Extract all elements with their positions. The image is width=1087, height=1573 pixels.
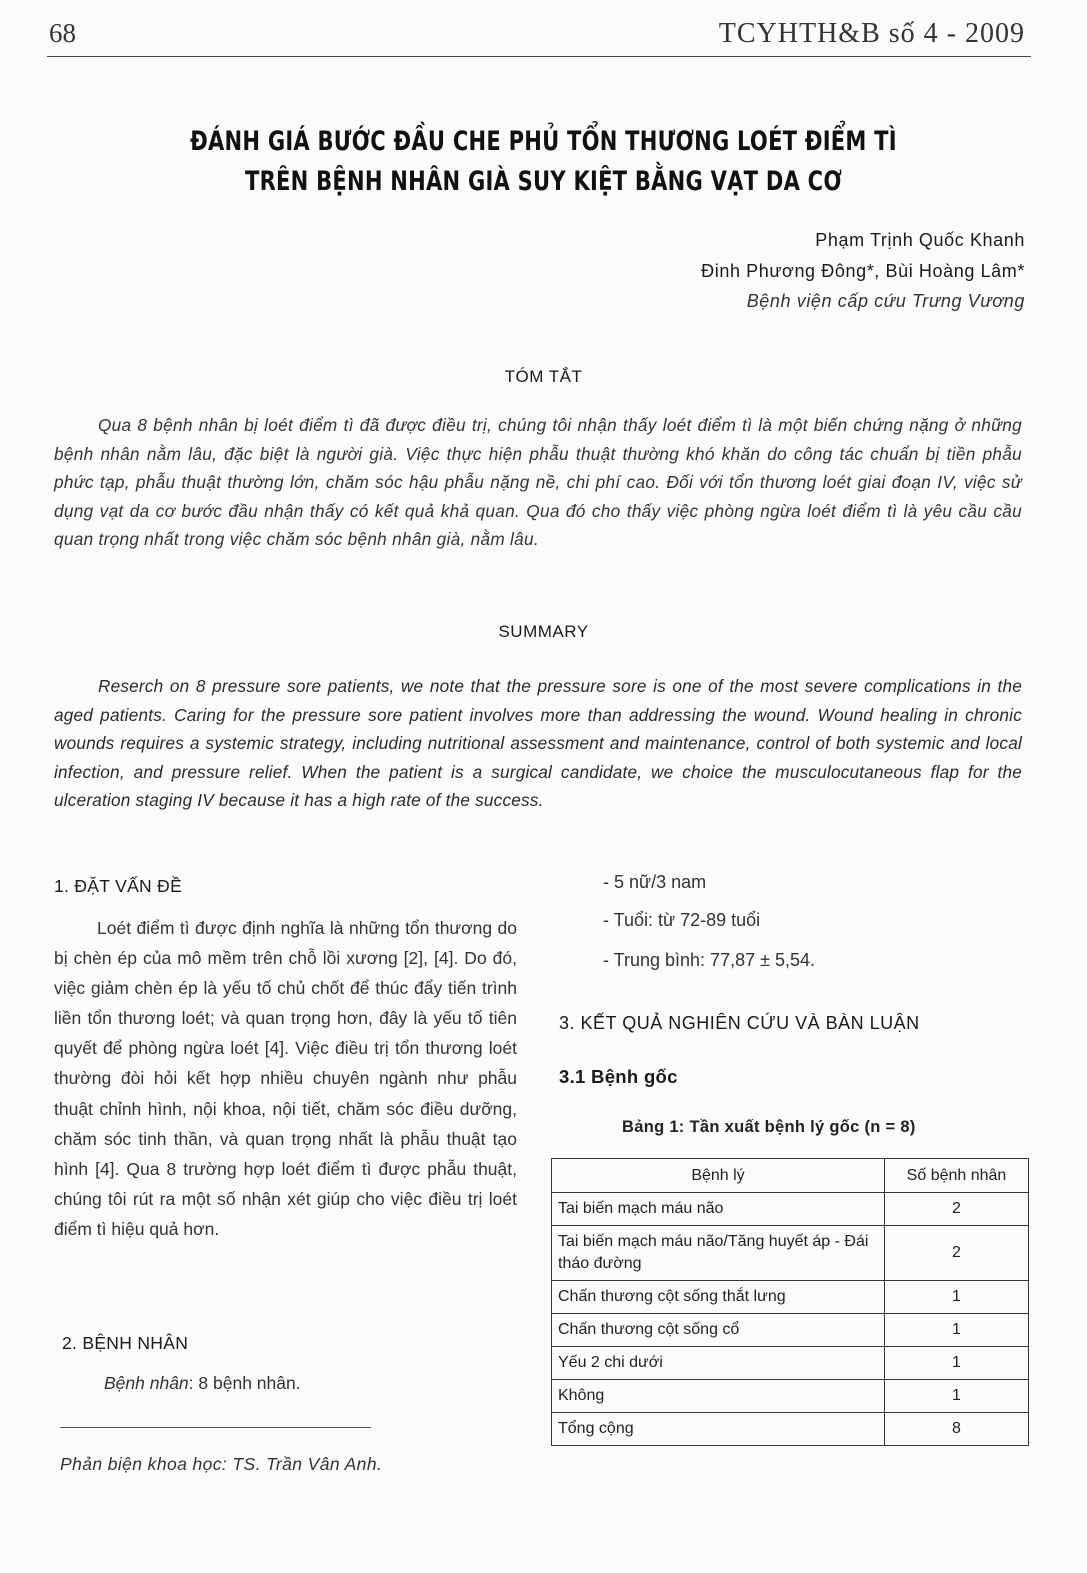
table-cell-count: 2: [885, 1226, 1029, 1281]
stat-gender: - 5 nữ/3 nam: [603, 872, 707, 892]
section-2-text: [104, 1373, 301, 1394]
table-total-row: [552, 1413, 1029, 1446]
section-2-heading: 2. BỆNH NHÂN: [62, 1333, 189, 1353]
patients-value: : 8 bệnh nhân.: [188, 1373, 301, 1393]
abstract-en-text: Reserch on 8 pressure sore patients, we note that the pressure sore is one of the most severe complications in the aged patients. Caring for the pressure sore patient involves more than addressing the wound. Wound healing in chronic wounds requires a systemic strategy, including nutritional assessment and maintenance, control of both systemic and local infection, and pressure relief. When the patient is a surgical candidate, we choice the musculocutaneous flap for the ulceration staging IV because it has a high rate of the success.: [54, 676, 1022, 810]
article-title-line-2: TRÊN BỆNH NHÂN GIÀ SUY KIỆT BẰNG VẠT DA CƠ: [245, 166, 842, 197]
table-cell-count: 1: [885, 1314, 1029, 1347]
author-line-2: Đinh Phương Đông*, Bùi Hoàng Lâm*: [701, 261, 1025, 281]
table-cell-disease: Tổng cộng: [552, 1413, 885, 1446]
table-row: [552, 1314, 1029, 1347]
table-cell-disease: Tai biến mạch máu não: [552, 1193, 885, 1226]
table-cell-disease: Chấn thương cột sống cổ: [552, 1314, 885, 1347]
table-row: [552, 1347, 1029, 1380]
table-row: [552, 1193, 1029, 1226]
abstract-en-heading: SUMMARY: [498, 622, 589, 641]
header-rule: [47, 56, 1031, 57]
table-row: [552, 1226, 1029, 1281]
abstract-vn-text: Qua 8 bệnh nhân bị loét điểm tì đã được điều trị, chúng tôi nhận thấy loét điểm tì là một biến chứng nặng ở những bệnh nhân nằm lâu, đặc biệt là người già. Việc thực hiện phẫu thuật thường khó khăn do công tác chuẩn bị tiền phẫu phức tạp, phẫu thuật thường lớn, chăm sóc hậu phẫu nặng nề, chi phí cao. Đối với tổn thương loét giai đoạn IV, việc sử dụng vạt da cơ bước đầu nhận thấy có kết quả khả quan. Qua đó cho thấy việc phòng ngừa loét điểm tì là yêu cầu cầu quan trọng nhất trong việc chăm sóc bệnh nhân già, nằm lâu.: [54, 415, 1022, 549]
reviewer-note: Phản biện khoa học: TS. Trần Vân Anh.: [60, 1454, 383, 1474]
table-header-disease: Bệnh lý: [552, 1159, 885, 1193]
article-title-line-1: ĐÁNH GIÁ BƯỚC ĐẦU CHE PHỦ TỔN THƯƠNG LOÉT ĐIỂM TÌ: [190, 126, 897, 157]
underlying-disease-table: [551, 1158, 1029, 1446]
stat-age: - Tuổi: từ 72-89 tuổi: [603, 910, 761, 930]
table-cell-count: 2: [885, 1193, 1029, 1226]
table-row: [552, 1380, 1029, 1413]
author-line-1: Phạm Trịnh Quốc Khanh: [815, 230, 1025, 250]
table-caption: Bảng 1: Tần xuất bệnh lý gốc (n = 8): [622, 1118, 916, 1136]
stat-mean: - Trung bình: 77,87 ± 5,54.: [603, 950, 816, 970]
abstract-vn-heading: TÓM TẮT: [504, 367, 583, 386]
table-cell-disease: Không: [552, 1380, 885, 1413]
table-row: [552, 1281, 1029, 1314]
section-1-heading: 1. ĐẶT VẤN ĐỀ: [54, 876, 183, 896]
footnote-rule: [60, 1427, 371, 1428]
section-3-heading: 3. KẾT QUẢ NGHIÊN CỨU VÀ BÀN LUẬN: [559, 1013, 920, 1033]
section-1-text: Loét điểm tì được định nghĩa là những tổn thương do bị chèn ép của mô mềm trên chỗ lồi xương [2], [4]. Do đó, việc giảm chèn ép là yếu tố chủ chốt để thúc đẩy tiến trình liền tổn thương loét; và quan trọng hơn, đây là yếu tố tiên quyết để phòng ngừa loét [4]. Việc điều trị tổn thương loét thường đòi hỏi kết hợp nhiều chuyên ngành như phẫu thuật chỉnh hình, nội khoa, nội tiết, chăm sóc điều dưỡng, chăm sóc tinh thần, và quan trọng nhất là phẫu thuật tạo hình [4]. Qua 8 trường hợp loét điểm tì được phẫu thuật, chúng tôi rút ra một số nhận xét giúp cho việc điều trị loét điểm tì hiệu quả hơn.: [54, 918, 517, 1239]
section-3-1-heading: 3.1 Bệnh gốc: [559, 1066, 678, 1087]
table-cell-count: 1: [885, 1380, 1029, 1413]
page-number: 68: [49, 18, 76, 48]
table-cell-count: 1: [885, 1347, 1029, 1380]
table-header-row: [552, 1159, 1029, 1193]
affiliation: Bệnh viện cấp cứu Trưng Vương: [746, 291, 1025, 311]
table-cell-disease: Tai biến mạch máu não/Tăng huyết áp - Đái tháo đường: [552, 1226, 885, 1281]
table-cell-count: 8: [885, 1413, 1029, 1446]
table-header-count: Số bệnh nhân: [885, 1159, 1029, 1193]
table-cell-disease: Chấn thương cột sống thắt lưng: [552, 1281, 885, 1314]
table-cell-disease: Yếu 2 chi dưới: [552, 1347, 885, 1380]
journal-header: TCYHTH&B số 4 - 2009: [718, 18, 1025, 49]
table-cell-count: 1: [885, 1281, 1029, 1314]
patients-label: Bệnh nhân: [104, 1373, 189, 1393]
